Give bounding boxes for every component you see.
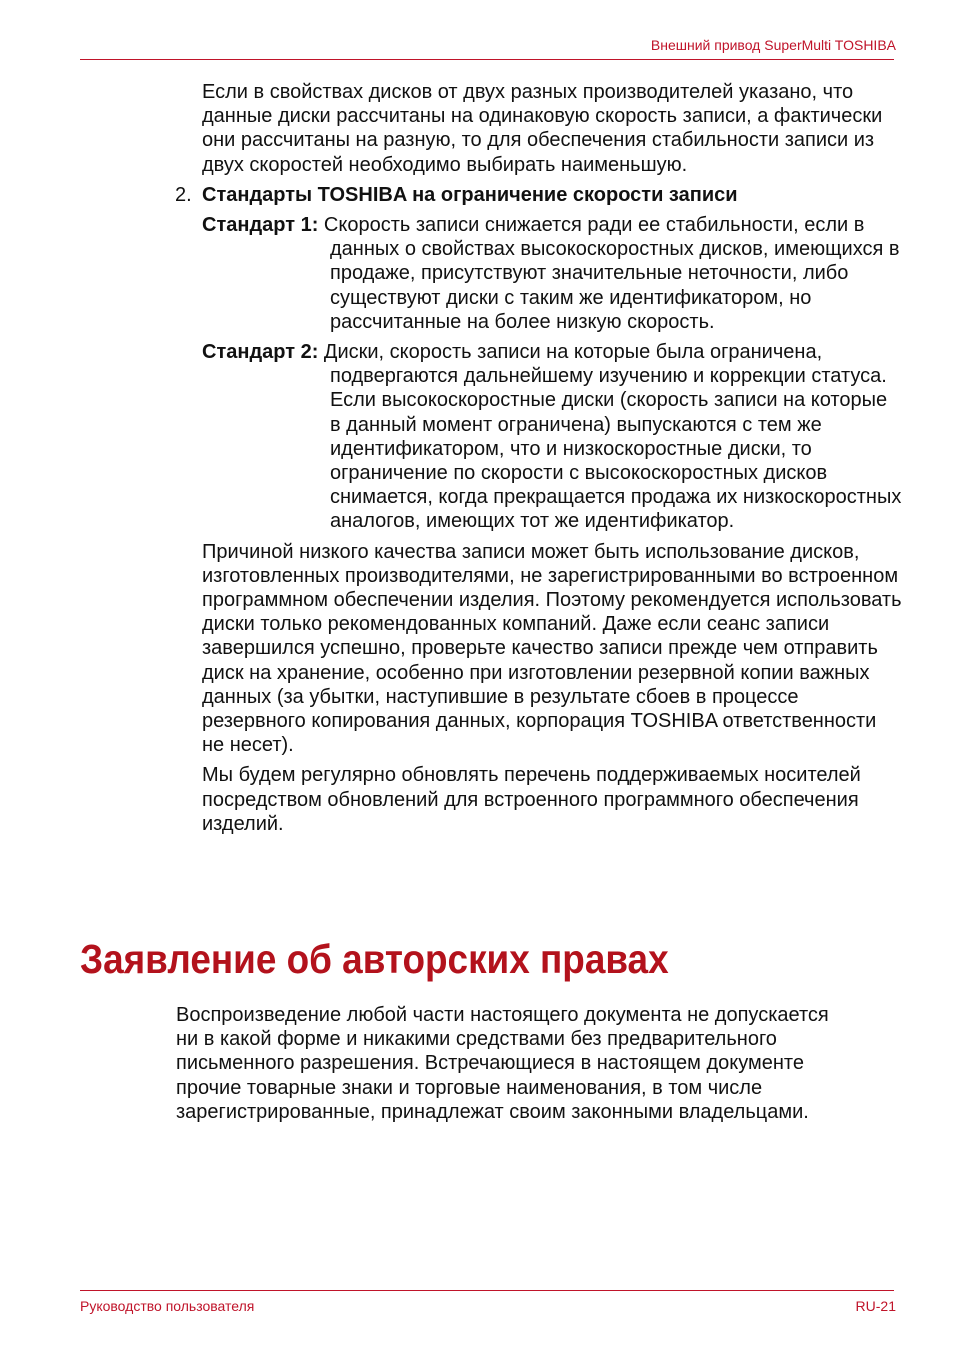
standard-1-text: Скорость записи снижается ради ее стабильности, если в данных о свойствах высокоскоростных дисков, имеющихся в продаже, присутствуют значительные неточности, либо существуют диски с таким же идентификатором, но рассчитанные на более низкую скорость. [323, 214, 900, 333]
footer-doc-title: Руководство пользователя [80, 1298, 255, 1314]
page-number: RU-21 [855, 1298, 896, 1314]
running-header: Внешний привод SuperMulti TOSHIBA [650, 37, 896, 53]
copyright-paragraph: Воспроизведение любой части настоящего документа не допускается ни в какой форме и никакими средствами без предварительного письменного разрешения. Встречающиеся в настоящем документе прочие товарные знаки и торговые наименования, в том числе зарегистрированные, принадлежат своим законными владельцами. [176, 1004, 829, 1123]
standard-2 [202, 340, 902, 534]
header-divider [80, 59, 894, 60]
list-item-number: 2. [175, 183, 192, 206]
footer-divider [80, 1290, 894, 1291]
page-content [175, 80, 902, 842]
standard-1 [202, 213, 902, 334]
standard-1-label: Стандарт 1: [202, 214, 319, 237]
list-item-heading [175, 183, 902, 207]
standard-2-text: Диски, скорость записи на которые была ограничена, подвергаются дальнейшему изучению и коррекции статуса. Если высокоскоростные диски (скорость записи на которые в данный момент ограничена) выпускаются с тем же идентификатором, что и низкоскоростные диски, то ограничение по скорости с высокоскоростных дисков снимается, когда прекращается продажа их низкоскоростных аналогов, имеющих тот же идентификатор. [323, 341, 902, 533]
list-item-title: Стандарты TOSHIBA на ограничение скорости записи [202, 183, 738, 206]
update-paragraph: Мы будем регулярно обновлять перечень поддерживаемых носителей посредством обновлений для встроенного программного обеспечения изделий. [202, 764, 861, 835]
intro-paragraph: Если в свойствах дисков от двух разных производителей указано, что данные диски рассчитаны на одинаковую скорость записи, а фактически они рассчитаны на разную, то для обеспечения стабильности записи из двух скоростей необходимо выбирать наименьшую. [202, 81, 883, 176]
section-title: Заявление об авторских правах [80, 936, 669, 982]
standard-2-label: Стандарт 2: [202, 341, 319, 364]
quality-paragraph: Причиной низкого качества записи может быть использование дисков, изготовленных производителями, не зарегистрированными во встроенном программном обеспечении изделия. Поэтому рекомендуется использовать диски только рекомендованных компаний. Даже если сеанс записи завершился успешно, проверьте качество записи прежде чем отправить диск на хранение, особенно при изготовлении резервной копии важных данных (за убытки, наступившие в результате сбоев в процессе резервного копирования данных, корпорация TOSHIBA ответственности не несет). [202, 540, 902, 757]
